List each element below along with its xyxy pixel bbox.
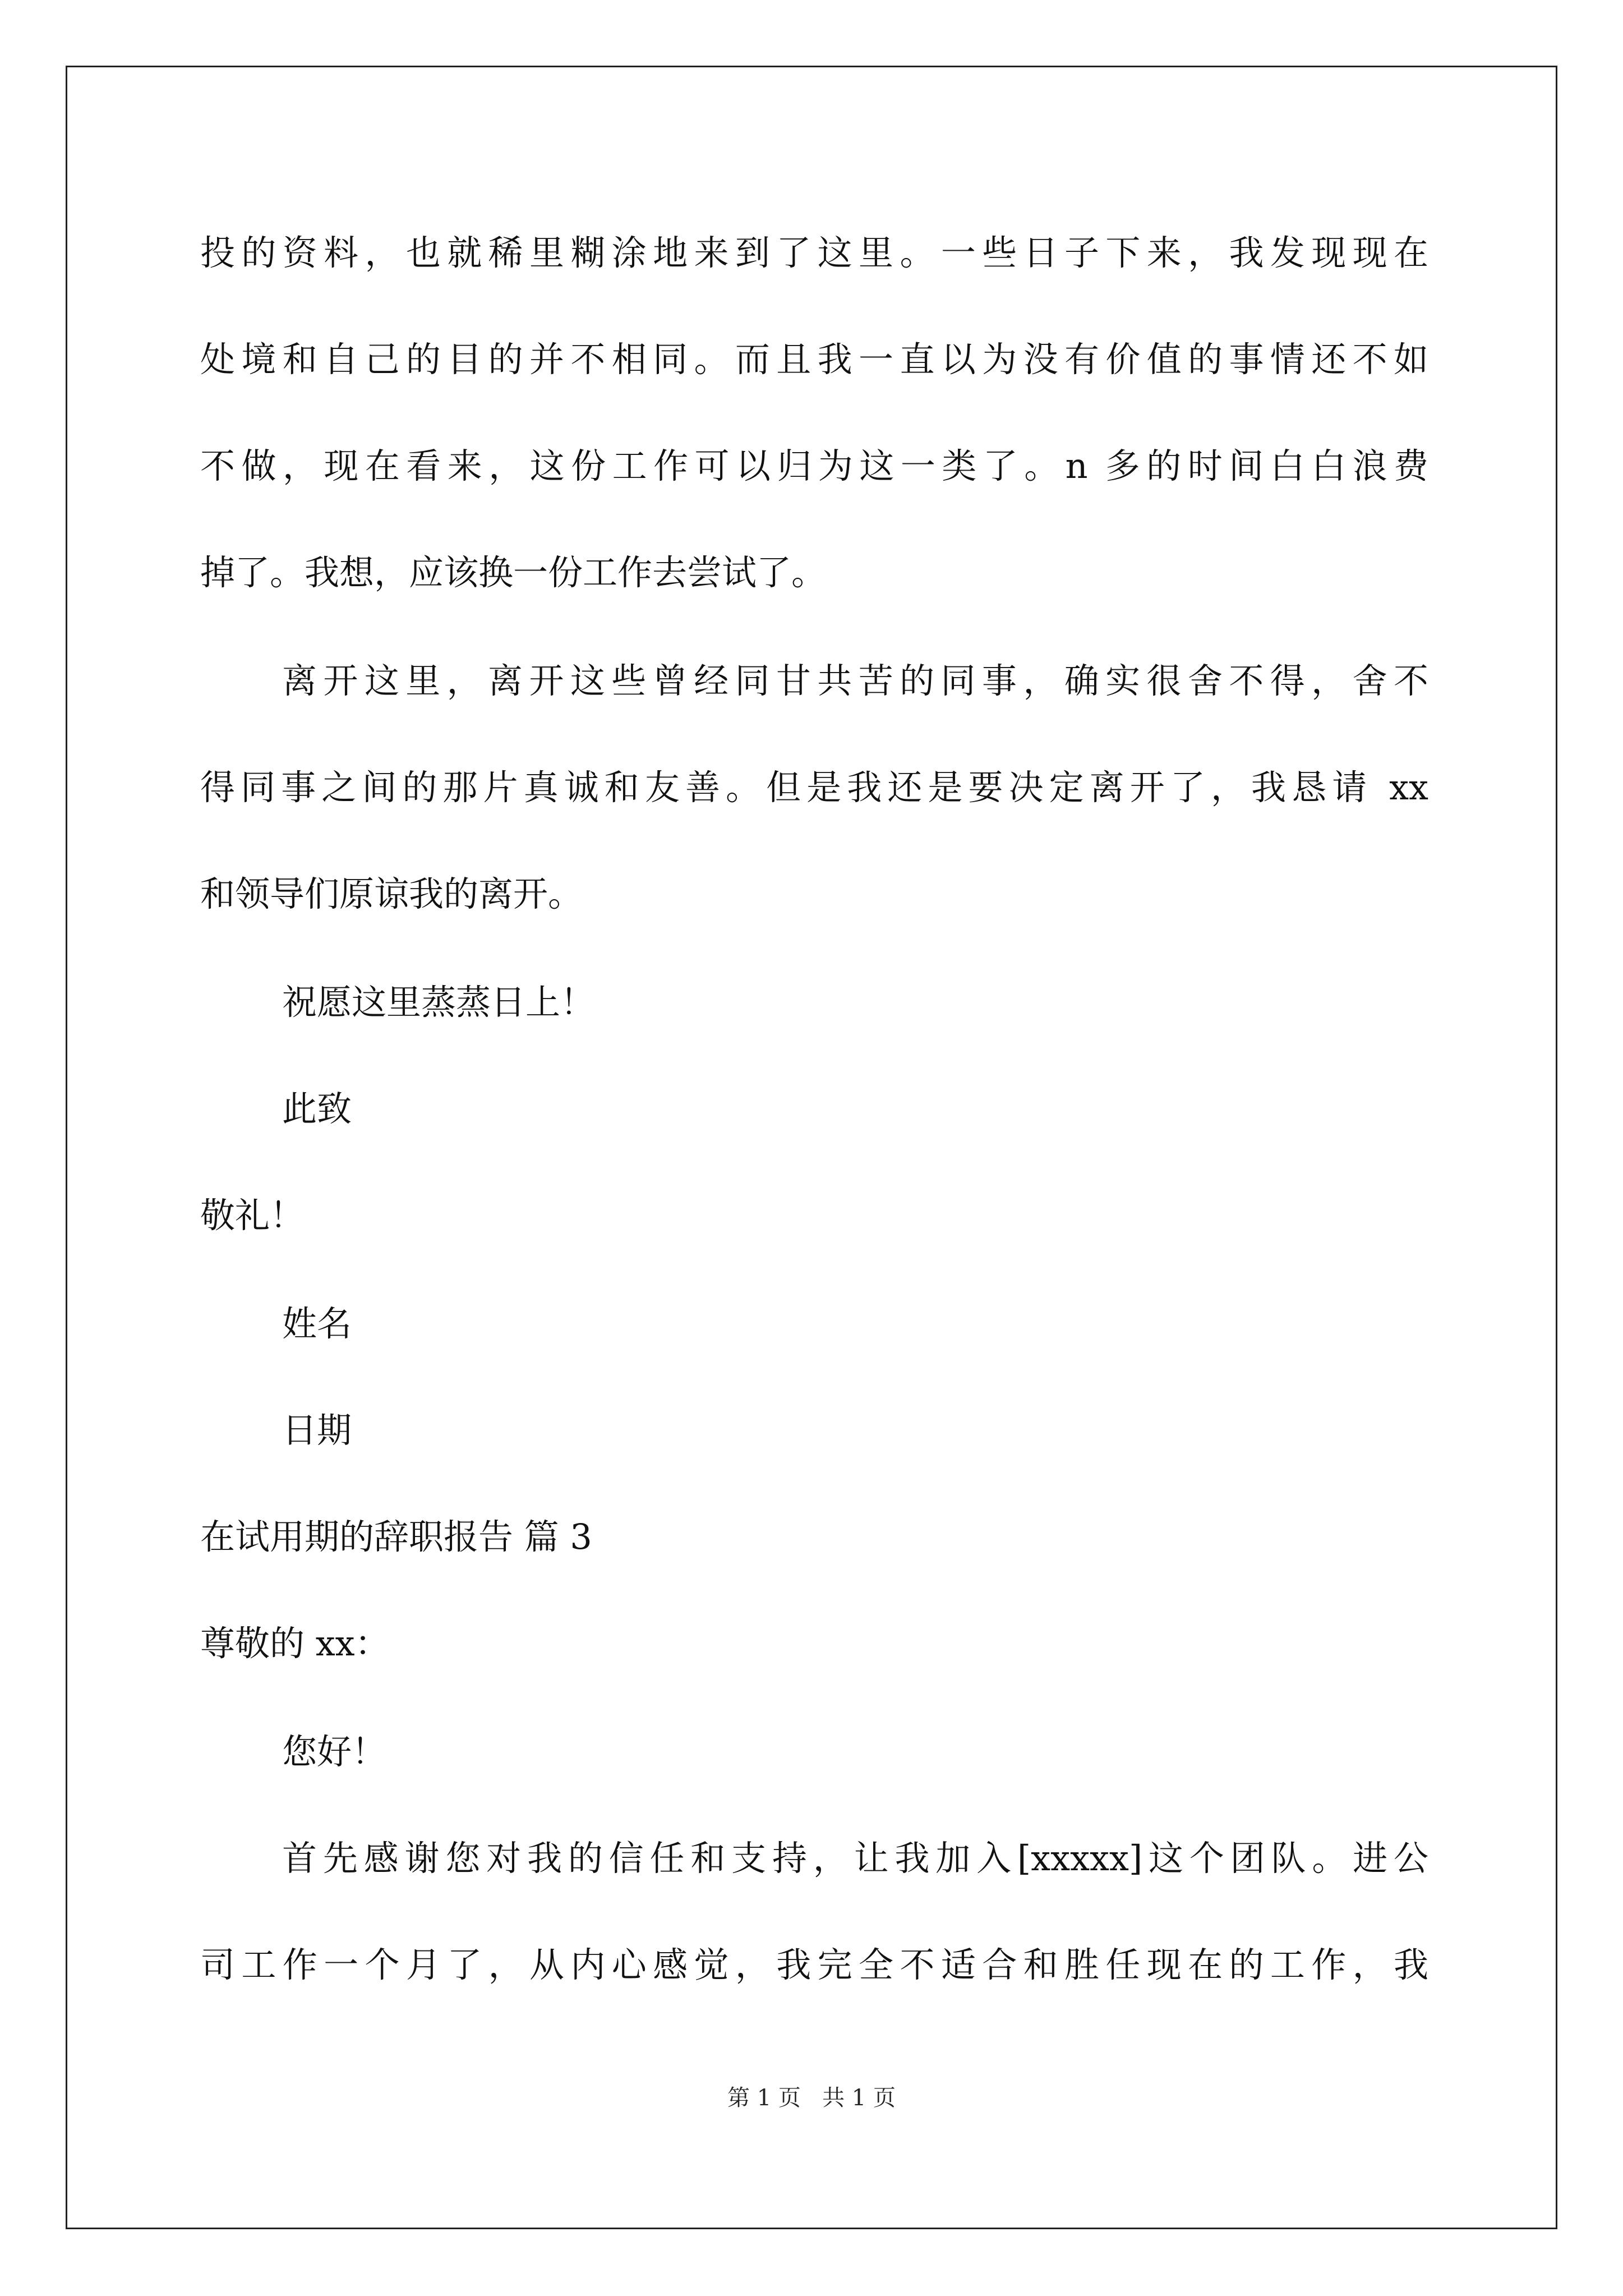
blessing-line: 祝愿这里蒸蒸日上！ <box>282 982 596 1023</box>
body-line-2: 处境和自己的目的并不相同。而且我一直以为没有价值的事情还不如 <box>200 339 1428 380</box>
signature-date: 日期 <box>282 1410 352 1451</box>
body-line-3: 不做，现在看来，这份工作可以归为这一类了。n 多的时间白白浪费 <box>200 445 1428 486</box>
page-border <box>66 66 1557 2229</box>
salutation-line: 敬礼！ <box>200 1195 305 1236</box>
body-line-5: 离开这里，离开这些曾经同甘共苦的同事，确实很舍不得，舍不 <box>282 660 1428 701</box>
body-line-8: 首先感谢您对我的信任和支持，让我加入[xxxxx]这个团队。进公 <box>282 1838 1428 1879</box>
body-line-1: 投的资料，也就稀里糊涂地来到了这里。一些日子下来，我发现现在 <box>200 232 1428 273</box>
closing-line: 此致 <box>282 1088 352 1129</box>
page-footer: 第 1 页 共 1 页 <box>727 2085 896 2111</box>
greeting-line: 您好！ <box>282 1731 387 1772</box>
body-line-6: 得同事之间的那片真诚和友善。但是我还是要决定离开了，我恳请 xx <box>200 767 1428 808</box>
signature-name: 姓名 <box>282 1303 352 1344</box>
body-line-7: 和领导们原谅我的离开。 <box>200 873 583 914</box>
body-line-4: 掉了。我想，应该换一份工作去尝试了。 <box>200 552 827 593</box>
body-line-9: 司工作一个月了，从内心感觉，我完全不适合和胜任现在的工作，我 <box>200 1944 1428 1985</box>
recipient-line: 尊敬的 xx： <box>200 1623 390 1664</box>
section-heading: 在试用期的辞职报告 篇 3 <box>200 1516 592 1557</box>
